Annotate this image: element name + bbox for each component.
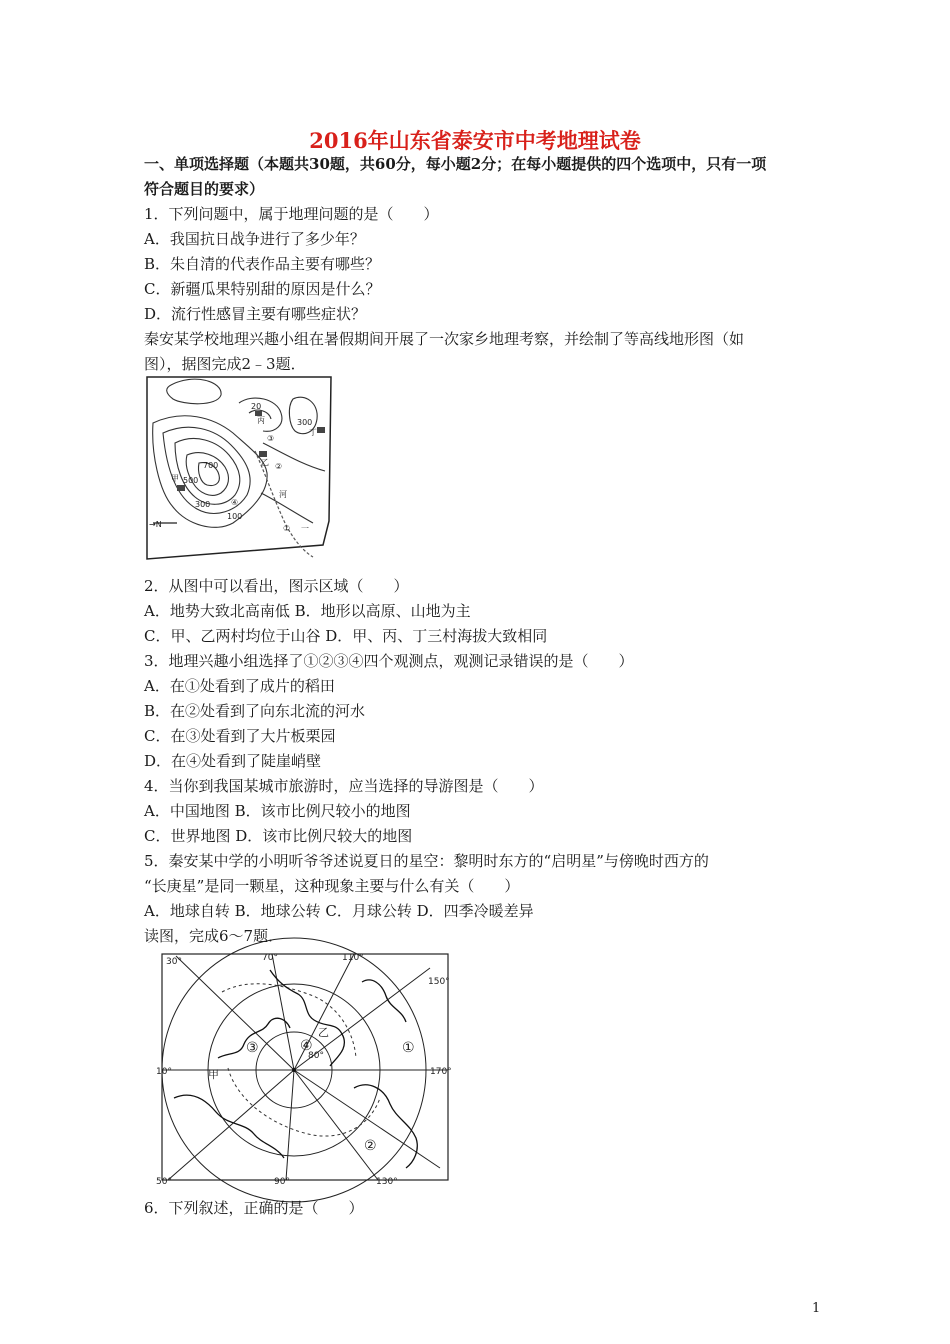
map1-label: 乙 (261, 458, 269, 467)
map1-label: ② (275, 462, 283, 471)
map2-label: 30° (166, 957, 182, 967)
q6-stem: 6．下列叙述，正确的是（ ） (144, 1199, 364, 1217)
map2-label: 110° (342, 953, 364, 963)
map1-label: 100 (227, 512, 243, 521)
map1-label: 丙 (257, 416, 265, 425)
q1-stem: 1．下列问题中，属于地理问题的是（ ） (144, 205, 439, 223)
q4-options-cd: C．世界地图 D．该市比例尺较大的地图 (144, 827, 413, 845)
q3-option-b: B．在②处看到了向东北流的河水 (144, 702, 366, 720)
page-title: 2016年山东省泰安市中考地理试卷 (309, 128, 641, 153)
map1-label: ④ (231, 498, 239, 507)
map2-label: ① (402, 1040, 415, 1056)
q3-option-c: C．在③处看到了大片板栗园 (144, 727, 336, 745)
map1-label: 500 (183, 476, 199, 485)
map1-label: →N (149, 520, 162, 529)
map1-label: ③ (267, 434, 275, 443)
map1-label: 河 (279, 490, 287, 499)
intro-2-3-line1: 秦安某学校地理兴趣小组在暑假期间开展了一次家乡地理考察，并绘制了等高线地形图（如 (144, 330, 745, 348)
map2-label: ④ (300, 1038, 313, 1054)
section-heading-line1: 一、单项选择题（本题共30题，共60分，每小题2分；在每小题提供的四个选项中，只有一项 (144, 155, 767, 173)
q2-options-cd: C．甲、乙两村均位于山谷 D．甲、丙、丁三村海拔大致相同 (144, 627, 548, 645)
q2-options-ab: A．地势大致北高南低 B．地形以高原、山地为主 (144, 602, 471, 620)
q3-option-a: A．在①处看到了成片的稻田 (144, 677, 335, 695)
q2-stem: 2．从图中可以看出，图示区域（ ） (144, 577, 409, 595)
map2-label: 70° (262, 953, 278, 963)
map1-label: 甲 (171, 474, 179, 483)
map1-label: 700 (203, 461, 219, 470)
contour-map-figure (143, 373, 335, 563)
map2-label: ③ (246, 1040, 259, 1056)
q5-stem-line2: “长庚星”是同一颗星，这种现象主要与什么有关（ ） (144, 877, 520, 895)
polar-map-figure (158, 948, 454, 1186)
map2-label: 150° (428, 977, 450, 987)
q4-options-ab: A．中国地图 B．该市比例尺较小的地图 (144, 802, 411, 820)
q3-option-d: D．在④处看到了陡崖峭壁 (144, 752, 322, 770)
section-heading-line2: 符合题目的要求） (144, 180, 265, 198)
map1-label: 300 (195, 500, 211, 509)
map1-label: 丁 (309, 428, 317, 437)
q1-option-b: B．朱自清的代表作品主要有哪些？ (144, 255, 381, 273)
q1-option-a: A．我国抗日战争进行了多少年？ (144, 230, 365, 248)
map1-label: 一 (301, 524, 309, 533)
map1-label: ① (283, 524, 291, 533)
intro-2-3-line2: 图），据图完成2﹣3题． (144, 355, 306, 373)
map2-label: 80° (308, 1051, 324, 1061)
q3-stem: 3．地理兴趣小组选择了①②③④四个观测点，观测记录错误的是（ ） (144, 652, 634, 670)
map2-label: 50° (156, 1177, 172, 1187)
intro-6-7: 读图，完成6～7题． (144, 927, 284, 945)
map1-label: 300 (297, 418, 313, 427)
map2-label: ② (364, 1138, 377, 1154)
map2-label: 甲 (208, 1068, 219, 1081)
q1-option-d: D．流行性感冒主要有哪些症状？ (144, 305, 367, 323)
map2-label: 乙 (318, 1026, 329, 1039)
q1-option-c: C．新疆瓜果特别甜的原因是什么？ (144, 280, 381, 298)
page-number: 1 (812, 1301, 821, 1316)
q5-stem-line1: 5．秦安某中学的小明听爷爷述说夏日的星空：黎明时东方的“启明星”与傍晚时西方的 (144, 852, 709, 870)
map2-label: 90° (274, 1177, 290, 1187)
q4-stem: 4．当你到我国某城市旅游时，应当选择的导游图是（ ） (144, 777, 544, 795)
q5-options: A．地球自转 B．地球公转 C．月球公转 D．四季冷暖差异 (144, 902, 534, 920)
map2-label: 170° (430, 1067, 452, 1077)
map1-label: 20 (251, 402, 262, 411)
map2-label: 10° (156, 1067, 172, 1077)
map2-label: 130° (376, 1177, 398, 1187)
